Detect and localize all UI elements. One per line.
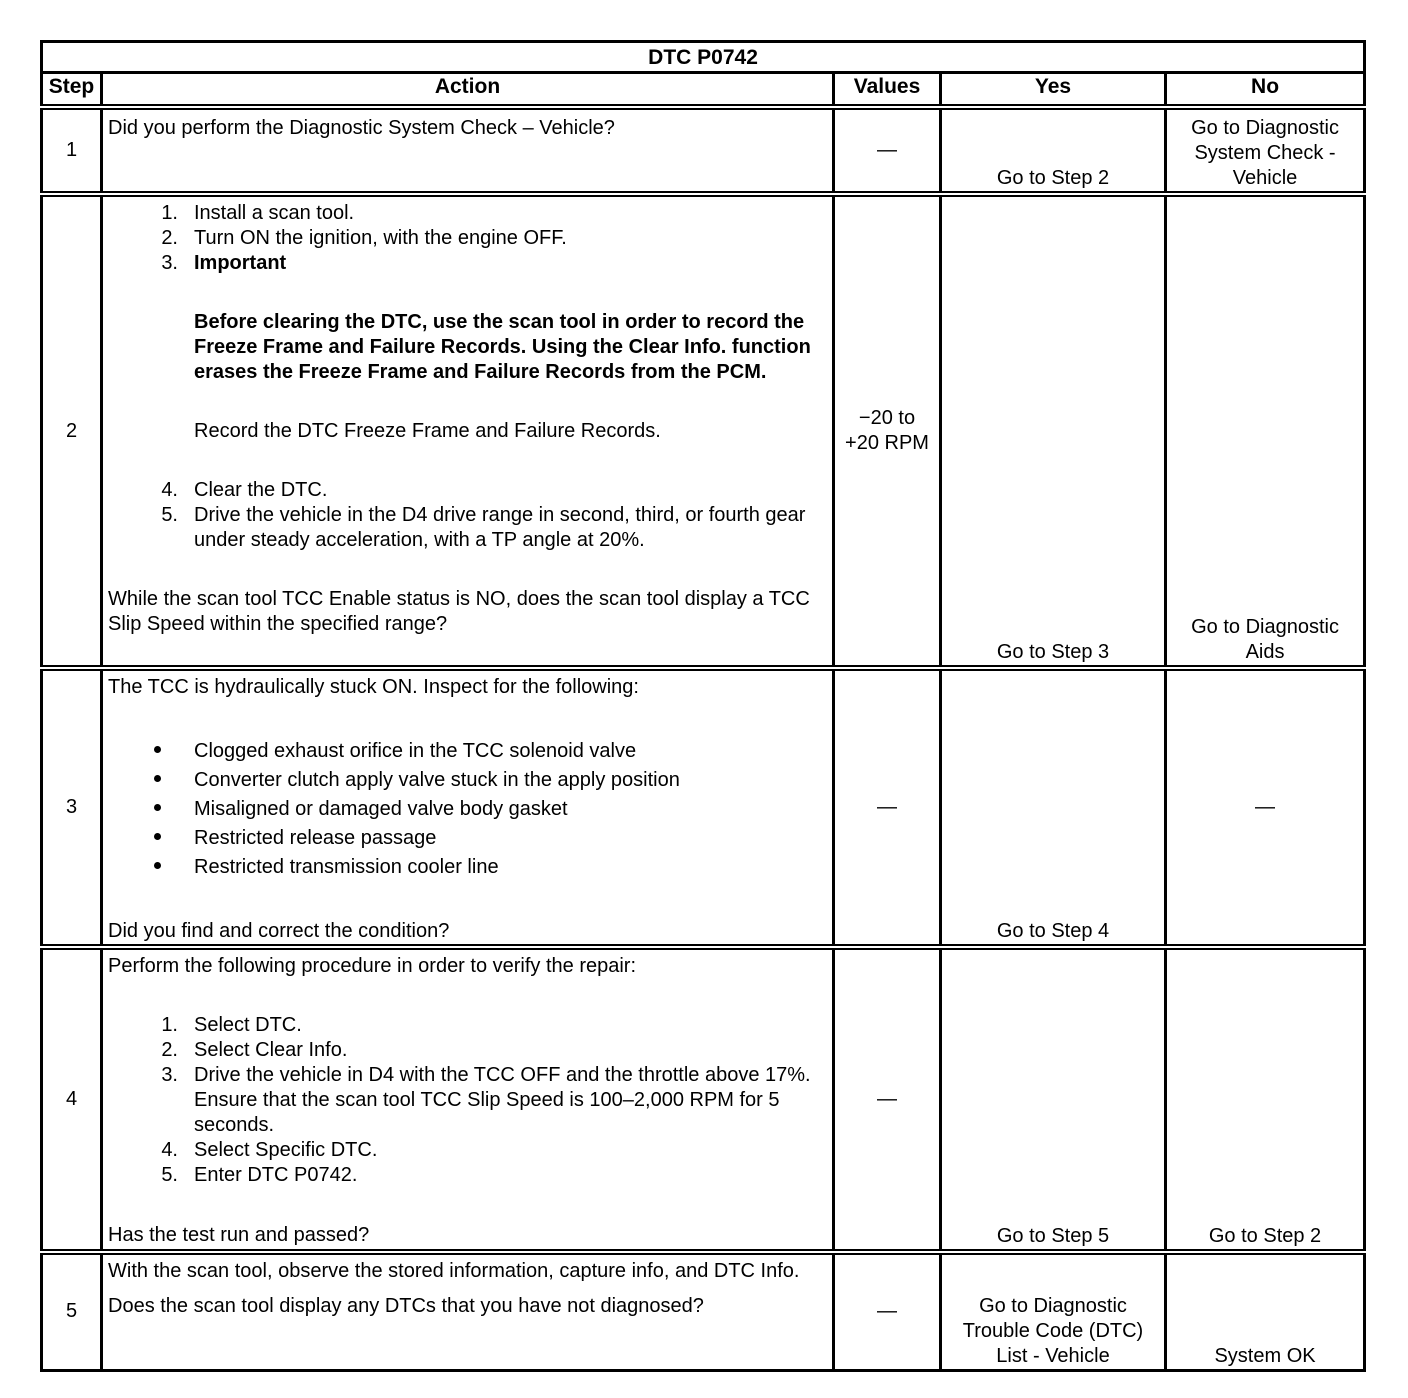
list-item: Misaligned or damaged valve body gasket (108, 795, 827, 824)
list-item: 5. Drive the vehicle in the D4 drive range in second, third, or fourth gear under steady acceleration, with a TP angle at 20%. (161, 504, 806, 551)
step-number: 1 (42, 107, 102, 194)
value-cell: — (834, 107, 941, 194)
table-row-step-3 (42, 668, 1365, 947)
intro-text: With the scan tool, observe the stored information, capture info, and DTC Info. (108, 1260, 800, 1282)
table-row-step-4 (42, 947, 1365, 1252)
question-text: While the scan tool TCC Enable status is NO, does the scan tool display a TCC Slip Speed within the specified range? (108, 588, 810, 635)
table-row-step-1 (42, 107, 1365, 194)
header-values: Values (834, 73, 941, 108)
yes-cell: Go to Step 3 (941, 194, 1166, 668)
yes-cell: Go to Step 2 (941, 107, 1166, 194)
table-title: DTC P0742 (42, 42, 1365, 73)
value-cell: −20 to +20 RPM (834, 194, 941, 668)
header-no: No (1166, 73, 1365, 108)
header-action: Action (102, 73, 834, 108)
list-item: 3. Drive the vehicle in D4 with the TCC OFF and the throttle above 17%. Ensure that the scan tool TCC Slip Speed is 100–2,000 RPM for 5 seconds. (161, 1064, 811, 1136)
intro-text: Perform the following procedure in order to verify the repair: (108, 955, 637, 977)
list-item: 5. Enter DTC P0742. (161, 1164, 358, 1186)
value-cell: — (834, 947, 941, 1252)
record-instruction: Record the DTC Freeze Frame and Failure Records. (194, 420, 661, 442)
no-cell: Go to Diagnostic Aids (1166, 194, 1365, 668)
action-cell (102, 1252, 834, 1370)
list-item: 2. Turn ON the ignition, with the engine OFF. (161, 227, 567, 249)
list-item: Restricted release passage (108, 824, 827, 853)
step-number: 4 (42, 947, 102, 1252)
no-cell: — (1166, 668, 1365, 947)
list-item: Converter clutch apply valve stuck in the apply position (108, 766, 827, 795)
yes-cell: Go to Step 4 (941, 668, 1166, 947)
dtc-table (40, 40, 1366, 1372)
list-item: 2. Select Clear Info. (161, 1039, 348, 1061)
step-number: 5 (42, 1252, 102, 1370)
important-note: Before clearing the DTC, use the scan tool in order to record the Freeze Frame and Failure Records. Using the Clear Info. function erases the Freeze Frame and Failure Records from the PCM. (194, 311, 811, 383)
no-cell: Go to Diagnostic System Check - Vehicle (1166, 107, 1365, 194)
question-text: Did you find and correct the condition? (108, 920, 450, 942)
step-number: 2 (42, 194, 102, 668)
header-step: Step (42, 73, 102, 108)
question-text: Does the scan tool display any DTCs that you have not diagnosed? (108, 1295, 704, 1317)
list-item: 1. Install a scan tool. (161, 202, 355, 224)
table-row-step-5 (42, 1252, 1365, 1370)
list-item: 1. Select DTC. (161, 1014, 302, 1036)
action-cell (102, 194, 834, 668)
list-item: 4. Select Specific DTC. (161, 1139, 378, 1161)
table-row-step-2 (42, 194, 1365, 668)
question-text: Has the test run and passed? (108, 1224, 370, 1246)
list-item: Clogged exhaust orifice in the TCC solenoid valve (108, 737, 827, 766)
intro-text: The TCC is hydraulically stuck ON. Inspect for the following: (108, 676, 639, 698)
no-cell: Go to Step 2 (1166, 947, 1365, 1252)
yes-cell: Go to Diagnostic Trouble Code (DTC) List - Vehicle (941, 1252, 1166, 1370)
action-cell (102, 947, 834, 1252)
value-cell: — (834, 1252, 941, 1370)
list-item: 4. Clear the DTC. (161, 479, 328, 501)
list-item: Restricted transmission cooler line (108, 853, 827, 882)
value-cell: — (834, 668, 941, 947)
action-cell (102, 668, 834, 947)
yes-cell: Go to Step 5 (941, 947, 1166, 1252)
step-number: 3 (42, 668, 102, 947)
action-text: Did you perform the Diagnostic System Check – Vehicle? (102, 107, 834, 194)
list-item: 3. Important (161, 252, 287, 274)
no-cell: System OK (1166, 1252, 1365, 1370)
header-yes: Yes (941, 73, 1166, 108)
